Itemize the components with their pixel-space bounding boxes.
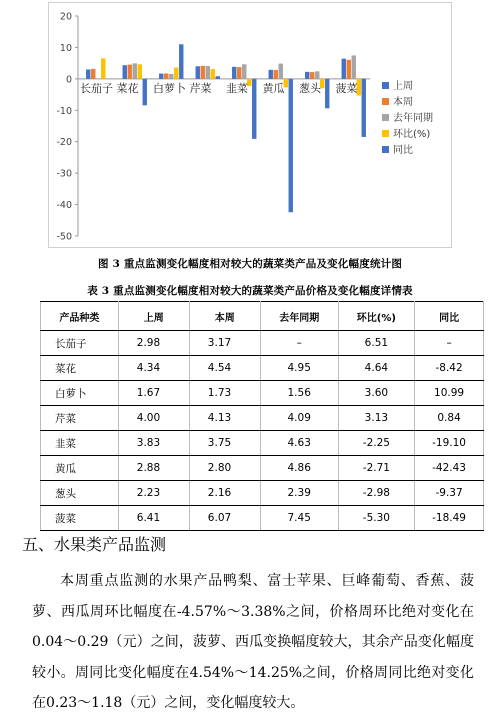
cell: 3.60 [338, 381, 415, 406]
cell: -2.71 [338, 456, 415, 481]
y-tick-label: -50 [56, 231, 72, 243]
cell: 3.17 [189, 331, 260, 356]
section-heading: 五、水果类产品监测 [22, 535, 167, 554]
cell: 4.63 [260, 431, 338, 456]
cell: 4.64 [338, 356, 415, 381]
bar [159, 74, 163, 79]
legend-label: 去年同期 [393, 113, 433, 124]
bar [232, 67, 236, 79]
bar [269, 70, 273, 79]
bar [352, 55, 356, 78]
legend-swatch [382, 114, 389, 121]
bar [169, 74, 173, 79]
bar [133, 63, 137, 79]
table-caption: 表 3 重点监测变化幅度相对较大的蔬菜类产品价格及变化幅度详情表 [87, 285, 413, 297]
cell: 4.00 [118, 406, 189, 431]
header-last-week: 上周 [118, 302, 189, 331]
bar [196, 66, 200, 79]
legend-swatch [382, 98, 389, 105]
table-row [41, 331, 484, 356]
bar [279, 64, 283, 79]
cell: 3.75 [189, 431, 260, 456]
cell: 长茄子 [41, 331, 119, 356]
cell: -19.10 [415, 431, 484, 456]
category-label: 菠菜 [335, 81, 358, 95]
bar-chart [48, 2, 452, 248]
cell: 芹菜 [41, 406, 119, 431]
cell: 10.99 [415, 381, 484, 406]
y-tick-label: 10 [59, 42, 72, 54]
cell: 韭菜 [41, 431, 119, 456]
cell: – [260, 331, 338, 356]
bar [216, 76, 220, 79]
bar [362, 79, 366, 137]
cell: -2.25 [338, 431, 415, 456]
category-label: 韭菜 [226, 81, 248, 95]
y-tick-label: 20 [59, 11, 72, 23]
bar [289, 79, 293, 212]
category-label: 芹菜 [189, 81, 212, 95]
bar [237, 67, 241, 79]
cell: 4.95 [260, 356, 338, 381]
cell: – [415, 331, 484, 356]
header-last-year: 去年同期 [260, 302, 338, 331]
cell: 白萝卜 [41, 381, 119, 406]
category-label: 葱头 [299, 81, 321, 95]
cell: 4.34 [118, 356, 189, 381]
category-label: 白萝卜 [153, 81, 186, 95]
bar [164, 73, 168, 78]
cell: 7.45 [260, 506, 338, 531]
cell: 6.07 [189, 506, 260, 531]
header-product: 产品种类 [41, 302, 119, 331]
cell: 菜花 [41, 356, 119, 381]
y-tick-label: 0 [65, 74, 72, 86]
cell: 3.83 [118, 431, 189, 456]
table-row [41, 456, 484, 481]
bar [128, 65, 132, 79]
table-row [41, 431, 484, 456]
bar [315, 71, 319, 79]
cell: -18.49 [415, 506, 484, 531]
header-this-week: 本周 [189, 302, 260, 331]
cell: 4.09 [260, 406, 338, 431]
cell: 1.56 [260, 381, 338, 406]
table-row [41, 481, 484, 506]
bar [143, 79, 147, 105]
bar [179, 44, 183, 79]
header-yoy: 同比 [415, 302, 484, 331]
table-header-row [41, 302, 484, 331]
cell: 6.41 [118, 506, 189, 531]
bar [91, 69, 95, 79]
y-tick-label: -20 [56, 137, 72, 149]
legend-swatch [382, 130, 389, 137]
legend-label: 同比 [393, 145, 413, 156]
price-table [40, 301, 484, 531]
bar [342, 59, 346, 79]
bar [325, 79, 329, 108]
cell: -8.42 [415, 356, 484, 381]
chart-svg [48, 2, 452, 248]
bar [310, 72, 314, 79]
category-label: 黄瓜 [262, 81, 285, 95]
cell: 葱头 [41, 481, 119, 506]
bar [101, 58, 105, 78]
cell: -2.98 [338, 481, 415, 506]
cell: 1.73 [189, 381, 260, 406]
cell: 6.51 [338, 331, 415, 356]
table-row [41, 406, 484, 431]
cell: -42.43 [415, 456, 484, 481]
cell: 2.23 [118, 481, 189, 506]
cell: 2.98 [118, 331, 189, 356]
table-row [41, 506, 484, 531]
cell: 1.67 [118, 381, 189, 406]
y-tick-label: -30 [56, 168, 72, 180]
bar [242, 64, 246, 79]
cell: 3.13 [338, 406, 415, 431]
table-row [41, 356, 484, 381]
legend-swatch [382, 146, 389, 153]
bar [274, 70, 278, 79]
category-label: 菜花 [116, 81, 139, 95]
category-label: 长茄子 [80, 81, 113, 95]
legend-label: 环比(%) [393, 129, 431, 140]
cell: 2.39 [260, 481, 338, 506]
bar [201, 66, 205, 79]
cell: 2.80 [189, 456, 260, 481]
cell: -5.30 [338, 506, 415, 531]
y-tick-label: -40 [56, 200, 72, 212]
legend-label: 本周 [393, 97, 413, 108]
table-row [41, 381, 484, 406]
legend-swatch [382, 82, 389, 89]
bar [206, 66, 210, 79]
cell: 4.13 [189, 406, 260, 431]
cell: 4.86 [260, 456, 338, 481]
body-paragraph: 本周重点监测的水果产品鸭梨、富士苹果、巨峰葡萄、香蕉、菠萝、西瓜周环比幅度在-4.57%～3.38%之间，价格周环比绝对变化在0.04～0.29（元）之间，菠萝、西瓜变换幅度较大，其余产品变化幅度较小。周同比变化幅度在4.54%～14.25%之间，价格周同比绝对变化在0.23～1.18（元）之间，变化幅度较大。 [32, 573, 474, 711]
cell: -9.37 [415, 481, 484, 506]
bar [347, 60, 351, 79]
bar [138, 64, 142, 79]
cell: 黄瓜 [41, 456, 119, 481]
figure-caption: 图 3 重点监测变化幅度相对较大的蔬菜类产品及变化幅度统计图 [97, 258, 403, 270]
bar [252, 79, 256, 139]
header-wow: 环比(%) [338, 302, 415, 331]
bar [174, 68, 178, 79]
cell: 菠菜 [41, 506, 119, 531]
cell: 2.88 [118, 456, 189, 481]
bar [211, 69, 215, 79]
bar [305, 72, 309, 79]
chart-frame [49, 3, 452, 248]
bar [123, 65, 127, 79]
legend-label: 上周 [393, 81, 413, 92]
y-tick-label: -10 [56, 105, 72, 117]
cell: 4.54 [189, 356, 260, 381]
bar [86, 69, 90, 78]
cell: 0.84 [415, 406, 484, 431]
cell: 2.16 [189, 481, 260, 506]
